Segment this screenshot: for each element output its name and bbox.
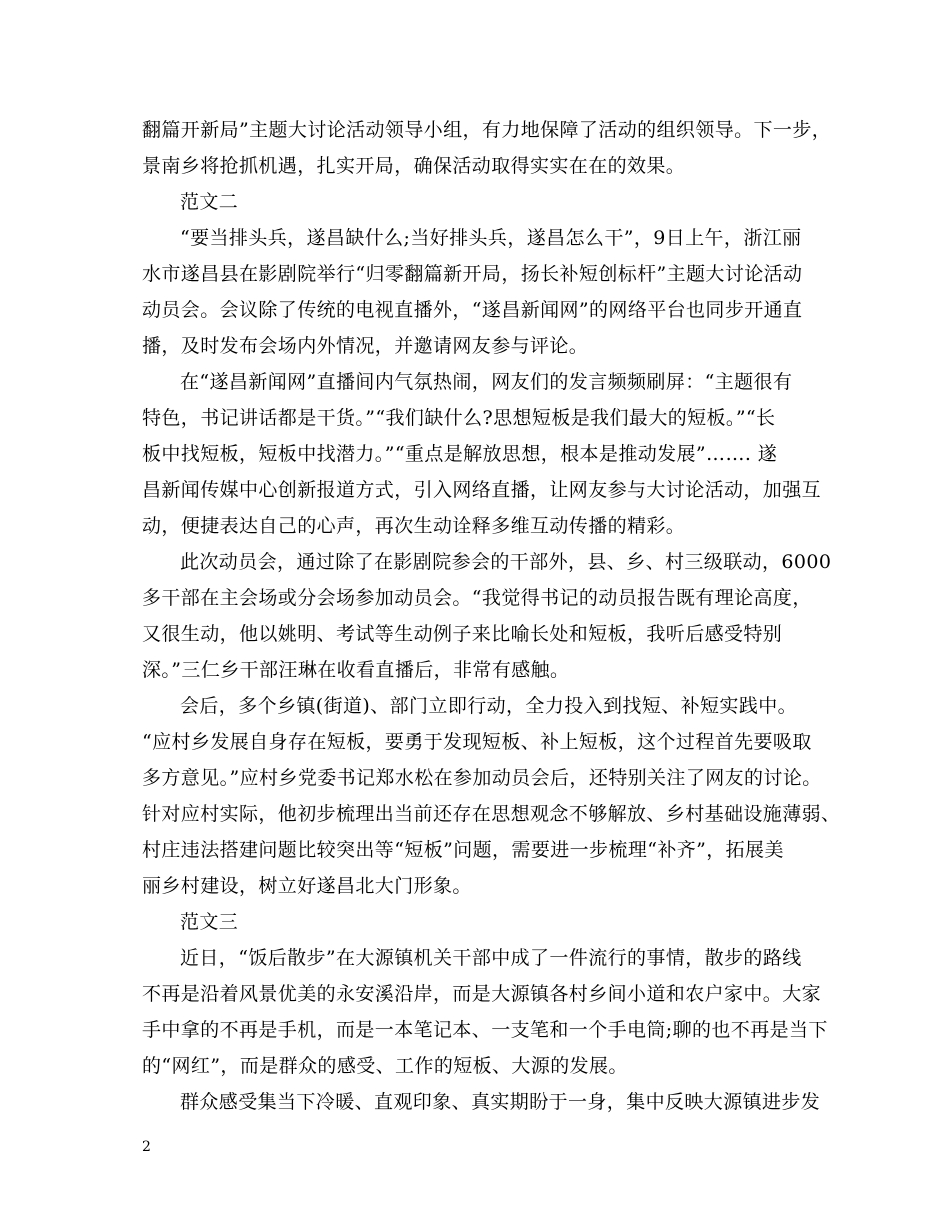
text-line: 动，便捷表达自己的心声，再次生动诠释多维互动传播的精彩。 [142,515,686,537]
text-line: “应村乡发展自身存在短板，要勇于发现短板、补上短板，这个过程首先要吸取 [142,731,812,753]
text-line: 在“遂昌新闻网”直播间内气氛热闹，网友们的发言频频刷屏：“主题很有 [180,371,793,393]
text-line: 群众感受集当下冷暖、直观印象、真实期盼于一身，集中反映大源镇进步发 [180,1091,821,1113]
text-line: 昌新闻传媒中心创新报道方式，引入网络直播，让网友参与大讨论活动，加强互 [142,479,822,501]
text-line: 多干部在主会场或分会场参加动员会。“我觉得书记的动员报告既有理论高度， [142,587,812,609]
text-line: 手中拿的不再是手机，而是一本笔记本、一支笔和一个手电筒;聊的也不再是当下 [142,1019,828,1041]
text-line: 针对应村实际，他初步梳理出当前还存在思想观念不够解放、乡村基础设施薄弱、 [142,803,841,825]
text-line: 的“网红”，而是群众的感受、工作的短板、大源的发展。 [142,1055,628,1077]
text-line: 不再是沿着风景优美的永安溪沿岸，而是大源镇各村乡间小道和农户家中。大家 [142,983,822,1005]
text-line: 播，及时发布会场内外情况，并邀请网友参与评论。 [142,335,589,357]
text-line: 景南乡将抢抓机遇，扎实开局，确保活动取得实实在在的效果。 [142,155,686,177]
text-line: 特色，书记讲话都是干货。”“我们缺什么?思想短板是我们最大的短板。”“长 [142,407,776,429]
section-heading: 范文三 [180,911,239,933]
text-line: “要当排头兵，遂昌缺什么;当好排头兵，遂昌怎么干”，9日上午，浙江丽 [180,227,802,249]
page-number: 2 [142,1139,151,1155]
text-line: 会后，多个乡镇(街道)、部门立即行动，全力投入到找短、补短实践中。 [180,695,798,717]
text-line: 深。”三仁乡干部汪琳在收看直播后，非常有感触。 [142,659,570,681]
text-line: 板中找短板，短板中找潜力。”“重点是解放思想，根本是推动发展”……. 遂 [142,443,778,465]
section-heading: 范文二 [180,191,239,213]
text-line: 此次动员会，通过除了在影剧院参会的干部外，县、乡、村三级联动，6000 [180,551,832,573]
text-line: 多方意见。”应村乡党委书记郑水松在参加动员会后，还特别关注了网友的讨论。 [142,767,822,789]
text-line: 动员会。会议除了传统的电视直播外，“遂昌新闻网”的网络平台也同步开通直 [142,299,803,321]
text-line: 近日，“饭后散步”在大源镇机关干部中成了一件流行的事情，散步的路线 [180,947,802,969]
text-line: 水市遂昌县在影剧院举行“归零翻篇新开局，扬长补短创标杆”主题大讨论活动 [142,263,803,285]
text-line: 翻篇开新局”主题大讨论活动领导小组，有力地保障了活动的组织领导。下一步， [142,119,832,141]
text-line: 丽乡村建设，树立好遂昌北大门形象。 [142,875,472,897]
text-line: 又很生动，他以姚明、考试等生动例子来比喻长处和短板，我听后感受特别 [142,623,783,645]
text-line: 村庄违法搭建问题比较突出等“短板”问题，需要进一步梳理“补齐”，拓展美 [142,839,784,861]
